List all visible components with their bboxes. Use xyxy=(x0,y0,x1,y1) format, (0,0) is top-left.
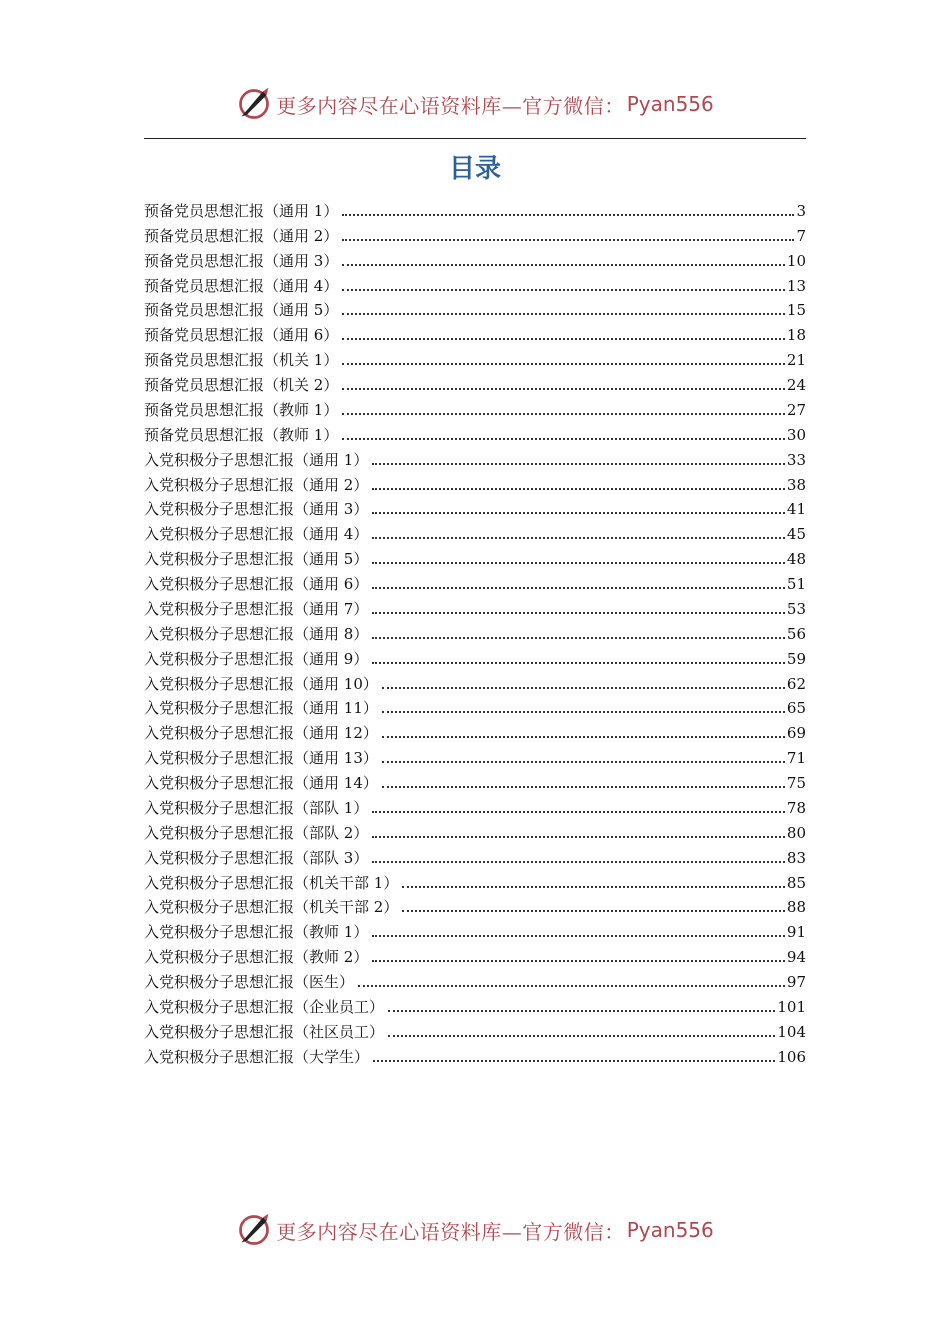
toc-entry-label: 入党积极分子思想汇报（教师 1） xyxy=(144,923,369,942)
toc-entry-page-number: 7 xyxy=(796,226,806,245)
toc-entry-page-number: 85 xyxy=(786,873,806,892)
toc-entry-label: 预备党员思想汇报（通用 4） xyxy=(144,276,339,295)
toc-entry-label: 入党积极分子思想汇报（通用 6） xyxy=(144,575,369,593)
toc-dot-leader xyxy=(382,786,785,788)
toc-entry-label: 入党积极分子思想汇报（大学生） xyxy=(144,1047,370,1066)
toc-entry-page-number: 80 xyxy=(786,823,806,842)
toc-dot-leader xyxy=(342,338,785,340)
toc-entry-label: 入党积极分子思想汇报（企业员工） xyxy=(144,997,385,1016)
footer-banner xyxy=(0,1210,950,1250)
page-title: 目录 xyxy=(448,154,501,184)
toc-dot-leader xyxy=(382,687,785,689)
toc-dot-leader xyxy=(372,562,785,564)
toc-entry-label: 预备党员思想汇报（机关 2） xyxy=(144,376,339,394)
toc-entry-label: 入党积极分子思想汇报（通用 11） xyxy=(144,699,378,718)
toc-entry-label: 入党积极分子思想汇报（机关干部 1） xyxy=(144,873,399,892)
toc-entry-label: 入党积极分子思想汇报（医生） xyxy=(144,973,355,991)
toc-entry[interactable] xyxy=(144,1017,806,1042)
toc-dot-leader xyxy=(372,612,785,614)
toc-dot-leader xyxy=(342,264,785,266)
table-of-contents xyxy=(144,196,806,1067)
banner-text: 更多内容尽在心语资料库—官方微信： xyxy=(276,1219,625,1244)
toc-dot-leader xyxy=(342,413,785,415)
toc-entry-label: 入党积极分子思想汇报（部队 2） xyxy=(144,823,369,842)
toc-entry[interactable] xyxy=(144,519,806,544)
toc-dot-leader xyxy=(382,736,785,738)
toc-entry[interactable] xyxy=(144,544,806,569)
toc-dot-leader xyxy=(372,935,785,937)
toc-entry-page-number: 83 xyxy=(786,848,806,867)
toc-entry-page-number: 15 xyxy=(786,301,806,320)
toc-entry-label: 预备党员思想汇报（通用 2） xyxy=(144,226,339,245)
header-banner xyxy=(0,84,950,124)
toc-entry[interactable] xyxy=(144,743,806,768)
toc-entry[interactable] xyxy=(144,917,806,942)
toc-entry-label: 预备党员思想汇报（机关 1） xyxy=(144,351,339,370)
toc-entry[interactable] xyxy=(144,644,806,669)
toc-entry[interactable] xyxy=(144,445,806,470)
toc-entry-page-number: 18 xyxy=(786,326,806,345)
toc-entry[interactable] xyxy=(144,942,806,967)
toc-entry-page-number: 106 xyxy=(777,1047,806,1066)
toc-entry-label: 入党积极分子思想汇报（通用 2） xyxy=(144,475,369,494)
toc-entry-page-number: 53 xyxy=(786,599,806,618)
toc-dot-leader xyxy=(372,537,785,539)
toc-entry[interactable] xyxy=(144,992,806,1017)
toc-entry-label: 入党积极分子思想汇报（通用 14） xyxy=(144,774,378,792)
toc-entry-page-number: 69 xyxy=(786,724,806,743)
toc-entry-page-number: 71 xyxy=(786,749,806,768)
toc-entry[interactable] xyxy=(144,271,806,296)
toc-entry-page-number: 56 xyxy=(786,624,806,643)
toc-entry[interactable] xyxy=(144,694,806,719)
toc-dot-leader xyxy=(372,637,785,639)
toc-entry-label: 入党积极分子思想汇报（通用 3） xyxy=(144,500,369,519)
toc-entry-label: 入党积极分子思想汇报（通用 5） xyxy=(144,550,369,569)
toc-entry-page-number: 91 xyxy=(786,923,806,942)
toc-dot-leader xyxy=(388,1035,775,1037)
toc-entry-label: 预备党员思想汇报（通用 1） xyxy=(144,201,339,220)
toc-entry-page-number: 78 xyxy=(786,798,806,817)
toc-entry-page-number: 59 xyxy=(786,649,806,668)
toc-dot-leader xyxy=(372,811,785,813)
toc-entry[interactable] xyxy=(144,594,806,619)
toc-entry-label: 入党积极分子思想汇报（通用 8） xyxy=(144,624,369,643)
toc-entry-page-number: 33 xyxy=(786,450,806,469)
toc-entry[interactable] xyxy=(144,793,806,818)
toc-dot-leader xyxy=(388,1010,775,1012)
toc-entry-page-number: 88 xyxy=(786,898,806,917)
toc-dot-leader xyxy=(382,711,785,713)
toc-entry[interactable] xyxy=(144,868,806,893)
toc-entry[interactable] xyxy=(144,370,806,395)
toc-entry-page-number: 101 xyxy=(777,997,806,1016)
toc-entry-page-number: 45 xyxy=(786,525,806,544)
toc-entry[interactable] xyxy=(144,296,806,321)
toc-entry[interactable] xyxy=(144,893,806,918)
toc-entry[interactable] xyxy=(144,221,806,246)
toc-entry[interactable] xyxy=(144,619,806,644)
toc-entry[interactable] xyxy=(144,495,806,520)
header-rule xyxy=(144,138,806,139)
toc-dot-leader xyxy=(358,985,785,987)
toc-dot-leader xyxy=(372,488,785,490)
toc-entry-label: 入党积极分子思想汇报（部队 3） xyxy=(144,848,369,867)
toc-entry[interactable] xyxy=(144,196,806,221)
toc-entry[interactable] xyxy=(144,967,806,992)
toc-entry-page-number: 51 xyxy=(786,575,806,593)
toc-entry[interactable] xyxy=(144,843,806,868)
toc-entry[interactable] xyxy=(144,768,806,793)
toc-entry-label: 预备党员思想汇报（教师 1） xyxy=(144,425,339,444)
toc-entry-label: 预备党员思想汇报（通用 3） xyxy=(144,251,339,270)
toc-entry-label: 入党积极分子思想汇报（社区员工） xyxy=(144,1022,385,1041)
toc-entry-label: 入党积极分子思想汇报（通用 10） xyxy=(144,674,378,693)
toc-dot-leader xyxy=(342,239,794,241)
toc-dot-leader xyxy=(402,886,785,888)
toc-dot-leader xyxy=(402,910,785,912)
toc-dot-leader xyxy=(372,836,785,838)
toc-dot-leader xyxy=(372,512,785,514)
toc-dot-leader xyxy=(372,861,785,863)
toc-entry-label: 入党积极分子思想汇报（通用 4） xyxy=(144,525,369,544)
toc-entry-page-number: 21 xyxy=(786,351,806,370)
toc-entry-label: 入党积极分子思想汇报（机关干部 2） xyxy=(144,898,399,917)
toc-dot-leader xyxy=(342,363,785,365)
toc-dot-leader xyxy=(382,761,785,763)
toc-entry[interactable] xyxy=(144,320,806,345)
toc-entry-page-number: 30 xyxy=(786,425,806,444)
toc-entry-page-number: 24 xyxy=(786,376,806,394)
toc-entry[interactable] xyxy=(144,818,806,843)
toc-entry-label: 入党积极分子思想汇报（部队 1） xyxy=(144,798,369,817)
toc-dot-leader xyxy=(342,438,785,440)
toc-entry-page-number: 104 xyxy=(777,1022,806,1041)
toc-entry[interactable] xyxy=(144,718,806,743)
toc-entry-page-number: 3 xyxy=(796,201,806,220)
toc-dot-leader xyxy=(372,960,785,962)
toc-entry[interactable] xyxy=(144,345,806,370)
toc-entry-label: 预备党员思想汇报（通用 6） xyxy=(144,326,339,345)
toc-entry-page-number: 75 xyxy=(786,774,806,792)
toc-entry[interactable] xyxy=(144,395,806,420)
toc-entry-page-number: 41 xyxy=(786,500,806,519)
toc-entry[interactable] xyxy=(144,1042,806,1067)
toc-entry-page-number: 97 xyxy=(786,973,806,991)
toc-entry-page-number: 13 xyxy=(786,276,806,295)
toc-entry-label: 预备党员思想汇报（教师 1） xyxy=(144,400,339,419)
toc-entry-page-number: 65 xyxy=(786,699,806,718)
toc-entry-label: 预备党员思想汇报（通用 5） xyxy=(144,301,339,320)
toc-entry-page-number: 94 xyxy=(786,948,806,967)
toc-entry-label: 入党积极分子思想汇报（通用 9） xyxy=(144,649,369,668)
toc-entry[interactable] xyxy=(144,420,806,445)
toc-entry-label: 入党积极分子思想汇报（通用 12） xyxy=(144,724,378,743)
toc-dot-leader xyxy=(372,662,785,664)
toc-dot-leader xyxy=(372,463,785,465)
toc-dot-leader xyxy=(372,587,785,589)
banner-handle: Pyan556 xyxy=(626,92,714,116)
banner-handle: Pyan556 xyxy=(626,1218,714,1242)
toc-dot-leader xyxy=(342,289,785,291)
quill-logo-icon xyxy=(236,86,272,122)
toc-entry-label: 入党积极分子思想汇报（通用 13） xyxy=(144,749,378,768)
toc-entry-page-number: 48 xyxy=(786,550,806,569)
toc-entry-page-number: 62 xyxy=(786,674,806,693)
toc-dot-leader xyxy=(342,388,785,390)
toc-dot-leader xyxy=(373,1060,775,1062)
quill-logo-icon xyxy=(236,1212,272,1248)
toc-dot-leader xyxy=(342,214,794,216)
toc-entry-label: 入党积极分子思想汇报（通用 1） xyxy=(144,450,369,469)
banner-text: 更多内容尽在心语资料库—官方微信： xyxy=(276,93,625,118)
toc-entry[interactable] xyxy=(144,669,806,694)
toc-entry[interactable] xyxy=(144,246,806,271)
toc-entry-label: 入党积极分子思想汇报（通用 7） xyxy=(144,599,369,618)
toc-entry-page-number: 38 xyxy=(786,475,806,494)
toc-entry[interactable] xyxy=(144,470,806,495)
toc-entry[interactable] xyxy=(144,569,806,594)
toc-entry-page-number: 10 xyxy=(786,251,806,270)
toc-entry-label: 入党积极分子思想汇报（教师 2） xyxy=(144,948,369,967)
toc-entry-page-number: 27 xyxy=(786,400,806,419)
toc-dot-leader xyxy=(342,313,785,315)
